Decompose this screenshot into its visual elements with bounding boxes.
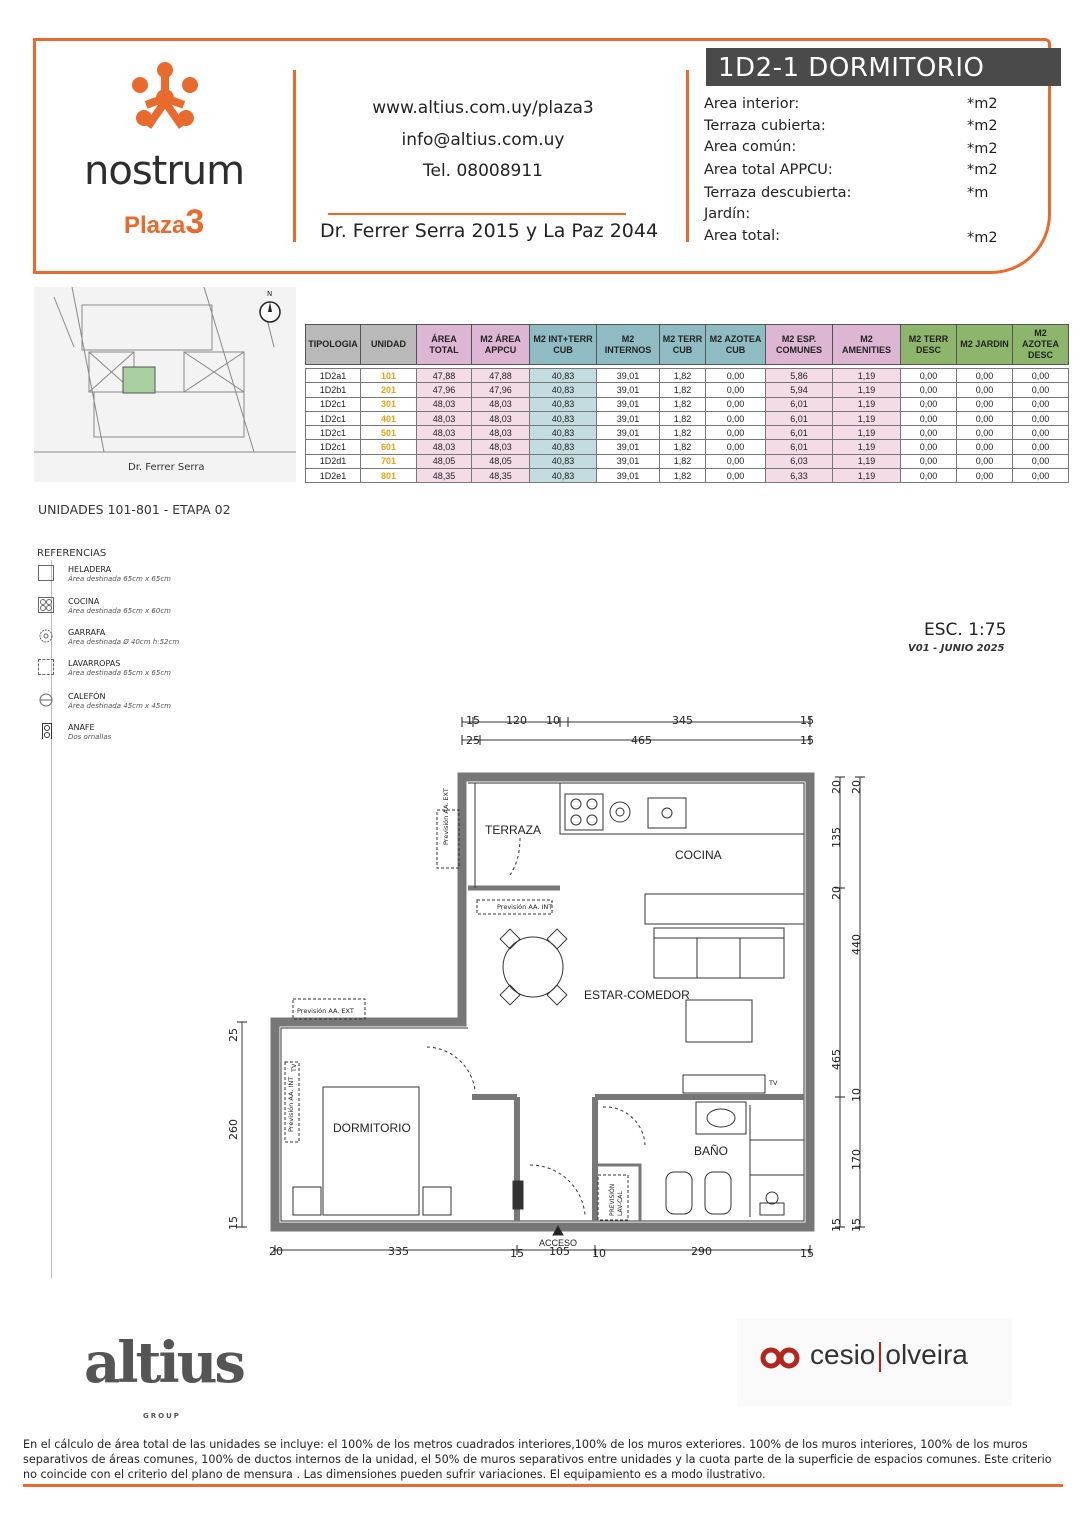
table-cell: 40,83: [530, 454, 597, 468]
dim-label: 15: [800, 1247, 814, 1260]
table-cell: 0,00: [957, 397, 1013, 411]
north-label: N: [267, 290, 273, 298]
table-cell: 501: [361, 426, 417, 440]
table-cell: 1D2b1: [306, 383, 361, 397]
table-cell: 40,83: [530, 469, 597, 483]
table-cell: 0,00: [901, 369, 957, 383]
note-tv: TV: [769, 1079, 778, 1087]
table-cell: 47,96: [417, 383, 472, 397]
note-lav: PREVISIÓN LAV-CAL: [609, 1183, 624, 1216]
table-cell: 1D2c1: [306, 426, 361, 440]
table-cell: 40,83: [530, 411, 597, 425]
table-cell: 48,03: [417, 397, 472, 411]
dim-label: 345: [672, 714, 693, 727]
dim-label: 465: [830, 1049, 843, 1070]
table-cell: 1,19: [833, 383, 901, 397]
note-aa-int: Previsión AA. INT: [287, 1076, 295, 1132]
table-cell: 0,00: [957, 411, 1013, 425]
nostrum-logo-icon: [120, 60, 210, 140]
table-cell: 47,88: [417, 369, 472, 383]
table-cell: 1,82: [660, 426, 706, 440]
ref-item: [38, 628, 238, 654]
brand-plaza: [124, 203, 204, 242]
dim-label: 465: [631, 734, 652, 747]
footer-rule: [23, 1484, 1063, 1487]
ref-name: HELADERA: [68, 565, 112, 574]
dim-label: 15: [466, 714, 480, 727]
table-cell: 48,03: [472, 440, 530, 454]
divider-right: [686, 70, 689, 242]
table-cell: 1,82: [660, 397, 706, 411]
table-cell: 48,35: [417, 469, 472, 483]
altius-logo: altius: [84, 1330, 243, 1396]
table-cell: 39,01: [597, 369, 660, 383]
area-row: [704, 162, 1044, 184]
table-cell: 40,83: [530, 397, 597, 411]
dim-label: 15: [227, 1216, 240, 1230]
area-value: *m2: [967, 230, 998, 246]
note-aa-ext: Previsión AA. EXT: [297, 1007, 354, 1015]
table-cell: 0,00: [1013, 411, 1069, 425]
table-cell: 1,19: [833, 454, 901, 468]
dim-label: 15: [800, 734, 814, 747]
table-cell: 0,00: [957, 454, 1013, 468]
units-table: [305, 324, 1069, 483]
table-header: M2 JARDIN: [957, 325, 1013, 365]
contact-web[interactable]: www.altius.com.uy/plaza3: [372, 98, 594, 118]
table-cell: 1,82: [660, 454, 706, 468]
table-row: [306, 440, 1069, 454]
table-cell: 0,00: [957, 440, 1013, 454]
table-cell: 6,01: [766, 440, 833, 454]
ref-item: [38, 659, 238, 685]
table-cell: 6,03: [766, 454, 833, 468]
table-cell: 1D2c1: [306, 411, 361, 425]
ref-desc: Área destinada 45cm x 45cm: [68, 702, 172, 710]
table-cell: 0,00: [901, 383, 957, 397]
olveira-word: olveira: [885, 1339, 968, 1370]
table-cell: 40,83: [530, 426, 597, 440]
table-row: [306, 469, 1069, 483]
table-cell: 1,82: [660, 383, 706, 397]
table-cell: 48,03: [472, 411, 530, 425]
table-cell: 5,94: [766, 383, 833, 397]
table-cell: 1,82: [660, 440, 706, 454]
dim-label: 335: [388, 1245, 409, 1258]
cesio-logo-icon: [760, 1346, 802, 1370]
table-cell: 1D2c1: [306, 440, 361, 454]
room-terraza: TERRAZA: [485, 823, 542, 837]
table-cell: 6,01: [766, 426, 833, 440]
table-cell: 1,19: [833, 440, 901, 454]
dim-label: 10: [850, 1088, 863, 1102]
ref-item: [38, 723, 238, 749]
area-row: [704, 118, 1044, 140]
dim-label: 15: [850, 1218, 863, 1232]
ref-name: CALEFÓN: [68, 692, 106, 701]
room-dormitorio: DORMITORIO: [333, 1121, 411, 1135]
table-cell: 0,00: [1013, 369, 1069, 383]
dim-label: 20: [830, 780, 843, 794]
table-cell: 48,03: [472, 397, 530, 411]
room-estar: ESTAR-COMEDOR: [584, 988, 690, 1002]
version-label: V01 - JUNIO 2025: [908, 643, 1005, 654]
table-cell: 1,82: [660, 469, 706, 483]
area-label: Area interior:: [704, 96, 800, 112]
table-header: M2 AZOTEA CUB: [706, 325, 766, 365]
gas-tank-icon: [38, 628, 54, 644]
ref-desc: Dos ornallas: [68, 733, 112, 741]
table-cell: 48,03: [472, 426, 530, 440]
dim-label: 20: [830, 886, 843, 900]
area-value: *m2: [967, 141, 998, 157]
note-aa-int: Previsión AA. INT: [497, 903, 553, 911]
table-cell: 48,03: [417, 426, 472, 440]
dim-label: 20: [850, 780, 863, 794]
divider-left: [293, 70, 296, 242]
ref-name: LAVARROPAS: [68, 659, 121, 668]
table-cell: 1D2d1: [306, 454, 361, 468]
table-cell: 1,82: [660, 369, 706, 383]
table-cell: 47,88: [472, 369, 530, 383]
table-cell: 0,00: [901, 397, 957, 411]
table-cell: 201: [361, 383, 417, 397]
ref-item: [38, 692, 238, 718]
table-header: ÁREA TOTAL: [417, 325, 472, 365]
table-cell: 1,19: [833, 426, 901, 440]
stove-icon: [38, 597, 54, 613]
table-cell: 0,00: [901, 411, 957, 425]
dim-label: 20: [269, 1245, 283, 1258]
cesio-text: [810, 1339, 968, 1372]
table-cell: 0,00: [901, 426, 957, 440]
table-cell: 0,00: [957, 383, 1013, 397]
area-label: Area común:: [704, 139, 797, 155]
dim-label: 135: [830, 827, 843, 848]
table-cell: 0,00: [901, 454, 957, 468]
table-header: M2 INT+TERR CUB: [530, 325, 597, 365]
note-tv: TV: [290, 1063, 298, 1072]
contact-email[interactable]: info@altius.com.uy: [401, 130, 565, 150]
table-cell: 6,01: [766, 411, 833, 425]
table-cell: 39,01: [597, 440, 660, 454]
table-cell: 0,00: [957, 469, 1013, 483]
table-cell: 48,35: [472, 469, 530, 483]
area-row: [704, 185, 1044, 207]
area-row: [704, 96, 1044, 118]
dim-label: 260: [227, 1119, 240, 1140]
table-header: M2 AMENITIES: [833, 325, 901, 365]
table-header: M2 ÁREA APPCU: [472, 325, 530, 365]
table-cell: 1D2e1: [306, 469, 361, 483]
altius-group: GROUP: [143, 1412, 181, 1420]
area-value: *m2: [967, 96, 998, 112]
room-acceso: ACCESO: [539, 1238, 578, 1248]
unit-title: 1D2-1 DORMITORIO: [706, 48, 1061, 86]
dim-label: 440: [850, 934, 863, 955]
cesio-word: cesio: [810, 1339, 876, 1370]
table-cell: 5,86: [766, 369, 833, 383]
table-header: M2 TERR DESC: [901, 325, 957, 365]
area-label: Terraza descubierta:: [704, 185, 852, 201]
table-cell: 0,00: [706, 454, 766, 468]
table-cell: 0,00: [706, 411, 766, 425]
contact-address: Dr. Ferrer Serra 2015 y La Paz 2044: [320, 220, 659, 242]
note-aa-ext: Previsión AA. EXT: [442, 788, 450, 845]
table-cell: 0,00: [1013, 469, 1069, 483]
dim-label: 25: [227, 1028, 240, 1042]
contact-phone: Tel. 08008911: [422, 161, 543, 181]
table-cell: 6,01: [766, 397, 833, 411]
table-row: [306, 454, 1069, 468]
area-value: *m2: [967, 162, 998, 178]
table-cell: 101: [361, 369, 417, 383]
dim-label: 290: [691, 1245, 712, 1258]
area-label: Terraza cubierta:: [704, 118, 826, 134]
table-cell: 0,00: [1013, 440, 1069, 454]
area-row: [704, 228, 1044, 250]
dim-label: 170: [850, 1149, 863, 1170]
table-row: [306, 411, 1069, 425]
dim-label: 15: [510, 1247, 524, 1260]
cooktop-icon: [42, 723, 58, 739]
table-cell: 301: [361, 397, 417, 411]
room-bano: BAÑO: [694, 1144, 729, 1158]
ref-desc: Área destinada 65cm x 60cm: [68, 607, 172, 615]
table-cell: 601: [361, 440, 417, 454]
table-cell: 48,03: [417, 411, 472, 425]
table-cell: 0,00: [901, 469, 957, 483]
table-row: [306, 426, 1069, 440]
ref-desc: Área destinada 65cm x 65cm: [68, 669, 172, 677]
table-cell: 48,03: [417, 440, 472, 454]
address-underline: [328, 213, 626, 215]
area-row: [704, 139, 1044, 161]
brand-name: nostrum: [84, 148, 245, 194]
ref-desc: Área destinada Ø 40cm h:52cm: [68, 638, 180, 646]
floor-plan: [220, 710, 880, 1270]
table-cell: 48,05: [472, 454, 530, 468]
table-cell: 0,00: [1013, 454, 1069, 468]
table-header: M2 AZOTEA DESC: [1013, 325, 1069, 365]
room-cocina: COCINA: [675, 848, 722, 862]
refs-title: REFERENCIAS: [37, 548, 107, 559]
table-header-row: [306, 325, 1069, 365]
table-cell: 0,00: [1013, 383, 1069, 397]
units-label: UNIDADES 101-801 - ETAPA 02: [38, 502, 231, 517]
table-cell: 0,00: [706, 397, 766, 411]
table-header: M2 TERR CUB: [660, 325, 706, 365]
dim-label: 25: [466, 734, 480, 747]
area-value: *m: [967, 185, 989, 201]
table-cell: 39,01: [597, 383, 660, 397]
fridge-icon: [38, 565, 54, 581]
table-cell: 401: [361, 411, 417, 425]
footnote: En el cálculo de área total de las unidades se incluye: el 100% de los metros cuadrados interiores,100% de los muros exteriores. 100% de los muros interiores, 100% de los muros separativos de áreas comunes, 100% de ductos internos de la unidad, el 50% de muros separativos entre unidades y la cuota parte de la superficie de espacios comunes. Este criterio no coincide con el criterio del plano de mensura . Las dimensiones pueden sufrir variaciones. El equipamiento es a modo ilustrativo.: [23, 1438, 1052, 1481]
cesio-divider: [879, 1342, 881, 1372]
table-cell: 39,01: [597, 469, 660, 483]
table-cell: 1,82: [660, 411, 706, 425]
table-cell: 40,83: [530, 440, 597, 454]
table-cell: 0,00: [706, 369, 766, 383]
scale-label: ESC. 1:75: [924, 620, 1007, 640]
table-cell: 39,01: [597, 411, 660, 425]
area-value: *m2: [967, 118, 998, 134]
table-row: [306, 369, 1069, 383]
area-label: Area total APPCU:: [704, 162, 833, 178]
table-cell: 47,96: [472, 383, 530, 397]
table-cell: 0,00: [957, 369, 1013, 383]
table-header: M2 ESP. COMUNES: [766, 325, 833, 365]
table-cell: 6,33: [766, 469, 833, 483]
table-cell: 0,00: [1013, 397, 1069, 411]
ref-name: COCINA: [68, 597, 100, 606]
table-cell: 0,00: [1013, 426, 1069, 440]
table-cell: 39,01: [597, 397, 660, 411]
table-cell: 1,19: [833, 397, 901, 411]
area-label: Area total:: [704, 228, 781, 244]
table-cell: 1D2c1: [306, 397, 361, 411]
brand-num: 3: [185, 203, 205, 241]
table-cell: 0,00: [706, 383, 766, 397]
dim-label: 15: [830, 1218, 843, 1232]
table-cell: 1,19: [833, 411, 901, 425]
dim-label: 10: [592, 1247, 606, 1260]
ref-name: GARRAFA: [68, 628, 106, 637]
table-cell: 1,19: [833, 469, 901, 483]
table-cell: 701: [361, 454, 417, 468]
table-cell: 40,83: [530, 383, 597, 397]
ref-desc: Área destinada 65cm x 65cm: [68, 575, 172, 583]
table-cell: 0,00: [901, 440, 957, 454]
table-cell: 1D2a1: [306, 369, 361, 383]
dim-label: 105: [549, 1245, 570, 1258]
ref-item: [38, 565, 238, 591]
table-cell: 39,01: [597, 454, 660, 468]
table-cell: 0,00: [706, 440, 766, 454]
dim-label: 120: [506, 714, 527, 727]
site-plan: [34, 287, 296, 482]
table-cell: 0,00: [706, 426, 766, 440]
table-header: UNIDAD: [361, 325, 417, 365]
area-label: Jardín:: [704, 206, 751, 222]
washer-icon: [38, 659, 54, 675]
table-header: M2 INTERNOS: [597, 325, 660, 365]
table-cell: 0,00: [957, 426, 1013, 440]
table-cell: 801: [361, 469, 417, 483]
table-cell: 0,00: [706, 469, 766, 483]
site-street: Dr. Ferrer Serra: [128, 462, 205, 473]
dim-label: 10: [546, 714, 560, 727]
dim-label: 15: [800, 714, 814, 727]
water-heater-icon: [38, 692, 54, 708]
table-row: [306, 397, 1069, 411]
brand-sub: Plaza: [124, 212, 186, 239]
table-header: TIPOLOGIA: [306, 325, 361, 365]
table-cell: 40,83: [530, 369, 597, 383]
table-row: [306, 383, 1069, 397]
ref-item: [38, 597, 238, 623]
table-cell: 39,01: [597, 426, 660, 440]
area-row: [704, 206, 1044, 228]
table-cell: 1,19: [833, 369, 901, 383]
table-cell: 48,05: [417, 454, 472, 468]
ref-name: ANAFE: [68, 723, 95, 732]
